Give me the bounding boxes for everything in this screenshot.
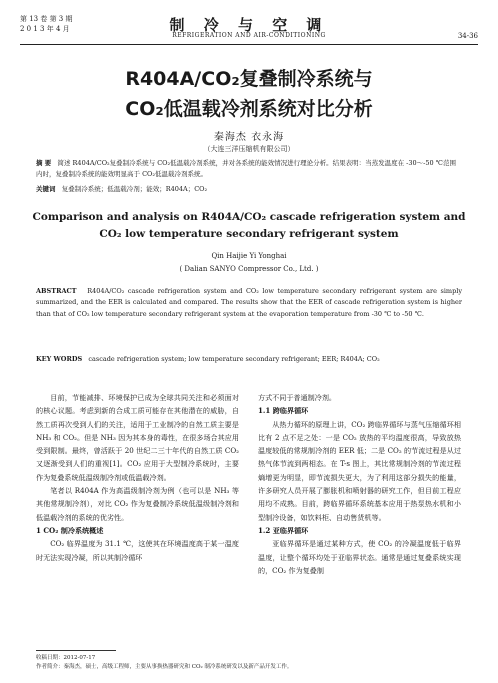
title-cn-line1: R404A/CO₂复叠制冷系统与 bbox=[125, 68, 373, 90]
affiliation-en: ( Dalian SANYO Compressor Co., Ltd. ) bbox=[179, 265, 319, 273]
section-heading: 1 CO₂ 制冷系统概述 bbox=[36, 525, 104, 535]
body-paragraph: 笔者以 R404A 作为高温级制冷剂为例（也可以是 NH₃ 等其他常规制冷剂），对比 CO₂ 作为复叠制冷系统低温级制冷剂和低温载冷剂的系统的优劣性。 bbox=[36, 486, 239, 522]
journal-title-cn: 制 冷 与 空 调 bbox=[169, 16, 329, 34]
footnote bbox=[36, 654, 462, 672]
footnote-author: 作者简介：秦海杰，硕士，高级工程师，主要从事换热器研究和 CO₂ 制冷系统研发以及新产品开发工作。 bbox=[36, 664, 293, 670]
journal-title-en: REFRIGERATION AND AIR-CONDITIONING bbox=[172, 32, 326, 39]
keywords-cn bbox=[36, 184, 462, 193]
header-rule bbox=[20, 44, 478, 45]
footnote-received: 收稿日期：2012-07-17 bbox=[36, 655, 96, 661]
affiliation-cn: （大连三洋压缩机有限公司） bbox=[203, 145, 295, 153]
keywords-cn-text: 复叠制冷系统；低温载冷剂；能效；R404A；CO₂ bbox=[61, 185, 208, 193]
keywords-cn-label: 关键词 bbox=[36, 185, 56, 193]
section-heading: 1.2 亚临界循环 bbox=[258, 525, 309, 535]
abstract-cn bbox=[36, 158, 462, 180]
title-en-line2: CO₂ low temperature secondary refrigerant system bbox=[99, 228, 399, 240]
title-en-line1: Comparison and analysis on R404A/CO₂ cascade refrigeration system and bbox=[32, 211, 466, 223]
body-paragraph: CO₂ 临界温度为 31.1 ℃，这使其在环境温度高于某一温度时无法实现冷凝，所以其制冷循环 bbox=[36, 539, 239, 562]
authors-cn: 秦海杰 衣永海 bbox=[213, 132, 285, 143]
body-paragraph: 从热力循环的原理上讲，CO₂ 跨临界循环与蒸气压缩循环相比有 2 点不足之处：一是 CO₂ 放热的平均温度很高，导致放热温度较低的常规制冷剂的 EER 低；二是 CO₂ 的节流过程是从过热气体节流到两相态。在 T-s 图上，其比常规制冷剂的节流过程熵增更为明显，即节流损失更大，为了利用这部分损失的能量，许多研究人员开展了膨胀机和喷射器的研究工作，但目前工程应用均不成熟。目前，跨临界循环系统基本应用于热泵热水机和小型制冷设备，如饮料柜、自动售货机等。 bbox=[258, 419, 461, 522]
abstract-en-label: ABSTRACT bbox=[36, 287, 77, 295]
body-paragraph: 方式不同于普通制冷剂。 bbox=[258, 393, 337, 402]
keywords-en bbox=[36, 354, 462, 365]
authors-en: Qin Haijie Yi Yonghai bbox=[211, 252, 287, 260]
abstract-cn-text: 简述 R404A/CO₂复叠制冷系统与 CO₂低温载冷剂系统，并对各系统的能效情况进行理论分析。结果表明：当蒸发温度在 -30～-50 ℃范围内时，复叠制冷系统的能效明显高于 CO₂低温载冷剂系统。 bbox=[36, 159, 456, 178]
abstract-en-text: R404A/CO₂ cascade refrigeration system and CO₂ low temperature secondary refrigerant system are simply summarized, and the EER is calculated and compared. The results show that the EER of cascade refrigeration system is higher than that of CO₂ low temperature secondary refrigerant system at the evaporation temperature from -30 ℃ to -50 ℃. bbox=[36, 287, 463, 318]
body-paragraph: 亚临界循环是通过某种方式，使 CO₂ 的冷凝温度低于临界温度，让整个循环均处于亚临界状态。通常是通过复叠系统实现的，CO₂ 作为复叠制 bbox=[258, 539, 461, 575]
abstract-cn-label: 摘 要 bbox=[36, 159, 52, 167]
article-title-en bbox=[20, 209, 478, 243]
title-cn-line2: CO₂低温载冷剂系统对比分析 bbox=[125, 98, 373, 120]
page-range: 34-36 bbox=[457, 32, 478, 40]
footnote-rule bbox=[36, 650, 116, 651]
section-heading: 1.1 跨临界循环 bbox=[258, 406, 309, 416]
abstract-en bbox=[36, 286, 462, 320]
body-column-right bbox=[258, 391, 461, 577]
article-title-cn bbox=[20, 64, 478, 124]
date-line: 2 0 1 3 年 4 月 bbox=[20, 25, 70, 33]
keywords-en-label: KEY WORDS bbox=[36, 355, 83, 363]
keywords-en-text: cascade refrigeration system; low temperature secondary refrigerant; EER; R404A; CO₂ bbox=[88, 355, 380, 363]
page-header bbox=[20, 14, 478, 42]
body-column-left bbox=[36, 391, 239, 564]
body-paragraph: 目前，节能减排、环境保护已成为全球共同关注和必须面对的核心议题。考虑到新的合成工质可能存在其他潜在的威胁，自然工质再次受到人们的关注，适用于工业制冷的自然工质主要是 NH₃ 和 CO₂。但是 NH₃ 因为其本身的毒性，在很多场合其应用受到限制。最终，曾活跃于 20 世纪二三十年代的自然工质 CO₂ 又逐渐受到人们的重视[1]。CO₂ 应用于大型制冷系统时，主要作为复叠系统低温级制冷剂或低温载冷剂。 bbox=[36, 393, 239, 482]
volume-line: 第 13 卷 第 3 期 bbox=[20, 15, 73, 23]
